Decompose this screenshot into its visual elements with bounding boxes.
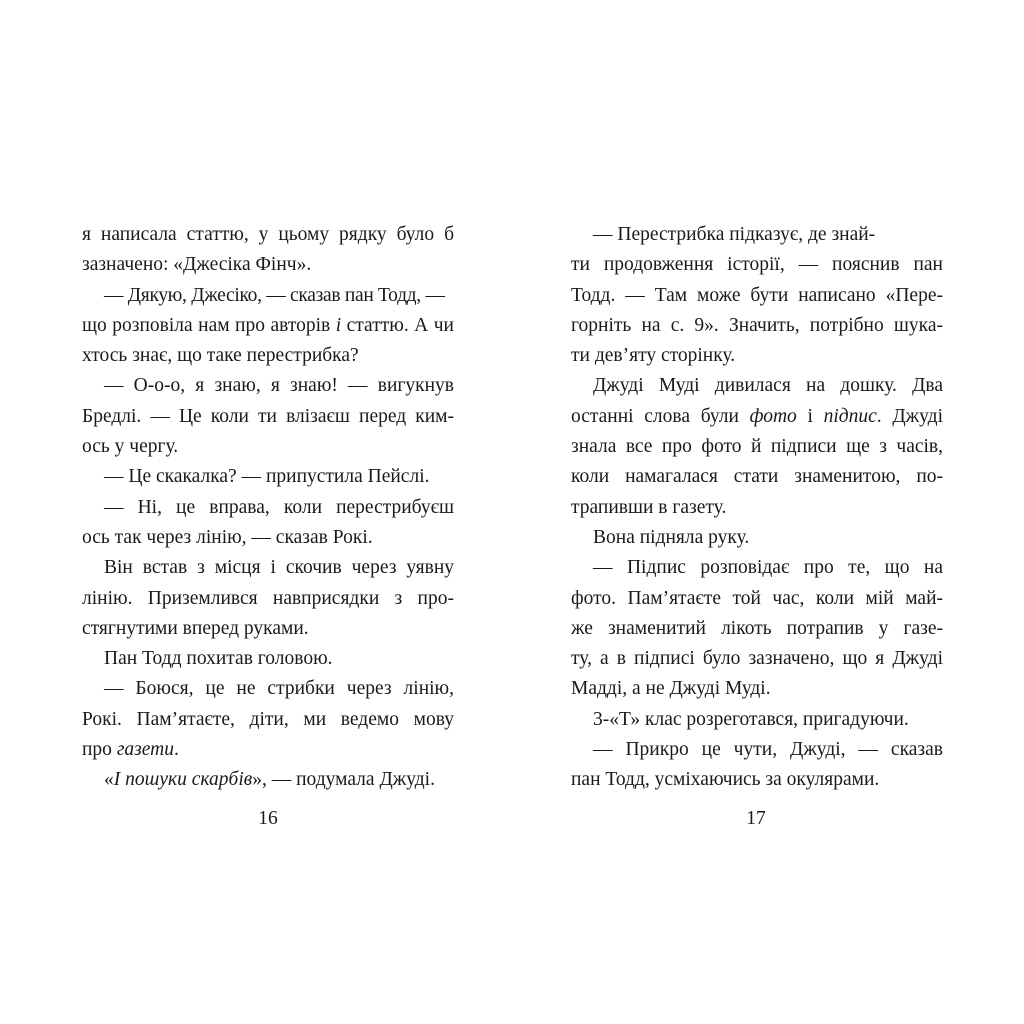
text-line: — Підпис розповідає про те, що на — [593, 557, 943, 579]
text-line: лінію. Приземлився навприсядки з про- — [82, 587, 454, 609]
text-line: Він встав з місця і скочив через уявну — [104, 557, 454, 579]
text-line: Вона підняла руку. — [593, 526, 750, 548]
text-line: — О-о-о, я знаю, я знаю! — вигукнув — [104, 375, 454, 397]
text-line: фото. Пам’ятаєте той час, коли мій май- — [571, 587, 943, 609]
text-line: Пан Тодд похитав головою. — [104, 648, 333, 670]
text-line: — Прикро це чути, Джуді, — сказав — [593, 739, 943, 761]
page-number: 16 — [258, 808, 278, 829]
text-line: коли намагалася стати знаменитою, по- — [571, 466, 943, 488]
text-line: що розповіла нам про авторів і статтю. А чи — [82, 314, 454, 336]
text-line: ти дев’яту сторінку. — [571, 345, 736, 367]
right-page-text — [571, 220, 943, 796]
text-line: ту, а в підписі було зазначено, що я Джуді — [571, 648, 943, 670]
text-line: — Перестрибка підказує, де знай- — [593, 224, 876, 245]
text-line: про газети. — [82, 739, 179, 761]
text-line: горніть на с. 9». Значить, потрібно шука- — [571, 314, 943, 336]
text-line: Тодд. — Там може бути написано «Пере- — [571, 284, 943, 306]
text-line: Рокі. Пам’ятаєте, діти, ми ведемо мову — [82, 708, 454, 730]
text-line: знала все про фото й підписи ще з часів, — [571, 436, 943, 458]
text-line: — Ні, це вправа, коли перестрибуєш — [104, 496, 454, 518]
text-line: трапивши в газету. — [571, 496, 727, 518]
page-number: 17 — [746, 808, 766, 829]
text-line: — Дякую, Джесіко, — сказав пан Тодд, — — [104, 284, 445, 306]
text-line: ось у чергу. — [82, 436, 179, 458]
text-line: ти продовження історії, — пояснив пан — [571, 254, 943, 276]
text-line: Бредлі. — Це коли ти влізаєш перед ким- — [82, 405, 454, 427]
left-page-text — [82, 220, 454, 796]
text-line: зазначено: «Джесіка Фінч». — [82, 254, 312, 276]
text-line: ось так через лінію, — сказав Рокі. — [82, 526, 373, 548]
text-line: Джуді Муді дивилася на дошку. Два — [593, 375, 943, 397]
text-line: «І пошуки скарбів», — подумала Джуді. — [104, 769, 435, 791]
text-line: же знаменитий лікоть потрапив у газе- — [571, 617, 943, 639]
text-line: хтось знає, що таке перестрибка? — [82, 345, 359, 367]
text-line: — Це скакалка? — припустила Пейслі. — [104, 466, 430, 488]
text-line: я написала статтю, у цьому рядку було б — [82, 224, 454, 245]
text-line: Мадді, а не Джуді Муді. — [571, 678, 771, 700]
text-line: 3-«Т» клас розреготався, пригадуючи. — [593, 708, 909, 730]
text-line: — Боюся, це не стрибки через лінію, — [104, 678, 454, 700]
text-line: пан Тодд, усміхаючись за окулярами. — [571, 769, 880, 791]
text-line: останні слова були фото і підпис. Джуді — [571, 405, 943, 427]
text-line: стягнутими вперед руками. — [82, 617, 309, 639]
